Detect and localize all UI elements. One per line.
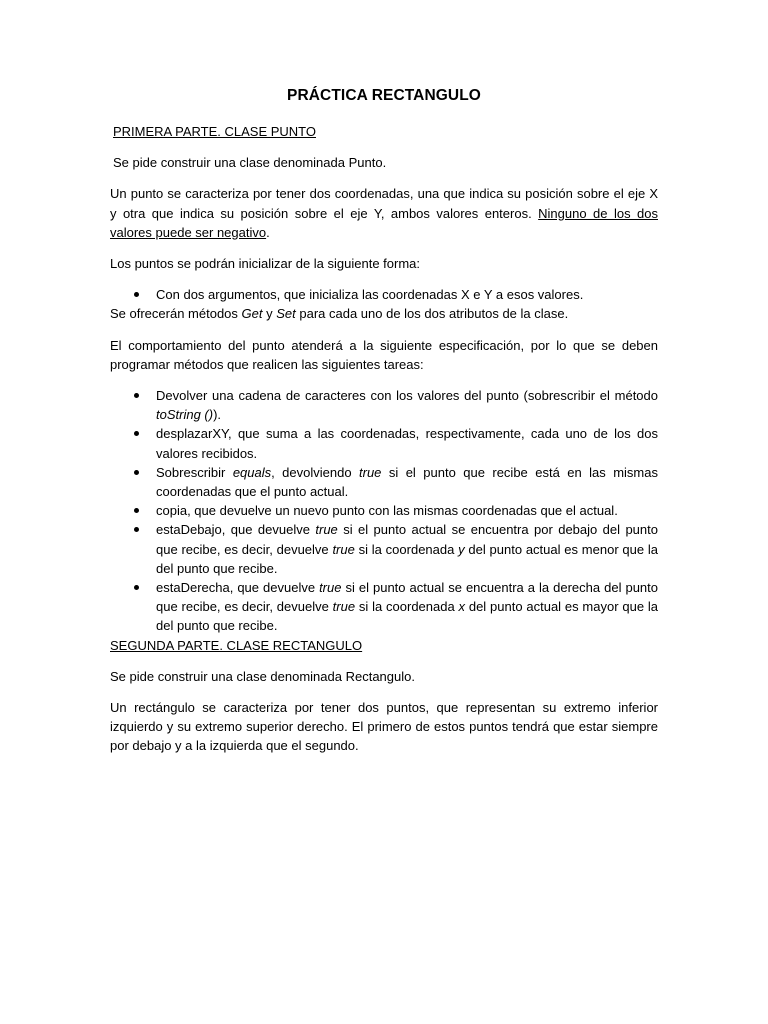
method-italic-text: true	[315, 522, 338, 538]
list-item	[110, 285, 658, 304]
method-italic-text: x	[458, 599, 466, 615]
characterize-end-text: .	[266, 224, 270, 240]
part1-getset-paragraph	[110, 304, 658, 323]
part1-intro: Se pide construir una clase denominada Punto.	[113, 155, 387, 171]
part2-heading	[110, 636, 658, 655]
characterize-underlined-text: Ninguno de los dos valores puede ser negativo	[110, 205, 658, 240]
getset-y-text: y	[262, 306, 277, 322]
bullet-icon	[134, 470, 139, 475]
method-italic-text: equals	[232, 464, 272, 480]
method-italic-text: toString ()	[156, 407, 214, 423]
method-text: copia, que devuelve un nuevo punto con las mismas coordenadas que el actual.	[156, 503, 618, 519]
method-italic-text: true	[319, 580, 342, 596]
bullet-icon	[134, 292, 139, 297]
getset-text: Se ofrecerán métodos	[110, 306, 242, 322]
part1-init-intro: Los puntos se podrán inicializar de la siguiente forma:	[110, 256, 421, 272]
method-text: Sobrescribir	[156, 464, 233, 480]
part1-behaviour-paragraph: El comportamiento del punto atenderá a la siguiente especificación, por lo que se deben programar métodos que realicen las siguientes tareas:	[110, 337, 658, 372]
method-text: estaDebajo, que devuelve	[156, 522, 316, 538]
bullet-icon	[134, 527, 139, 532]
list-item	[110, 501, 658, 520]
part1-heading	[110, 122, 658, 141]
method-italic-text: true	[332, 599, 356, 615]
document-title: PRÁCTICA RECTANGULO	[287, 87, 481, 104]
methods-bullet-list	[110, 386, 658, 636]
init-bullet-text: Con dos argumentos, que inicializa las coordenadas X e Y a esos valores.	[156, 287, 584, 303]
characterize-text: Un punto se caracteriza por tener dos coordenadas, una que indica su posición sobre el eje X y otra que indica su posición sobre el eje Y, ambos valores enteros.	[110, 186, 658, 221]
bullet-icon	[134, 393, 139, 398]
method-text: desplazarXY, que suma a las coordenadas, respectivamente, cada uno de los dos valores recibidos.	[156, 426, 658, 461]
method-text: del punto actual es mayor que la del punto que recibe.	[156, 599, 659, 634]
bullet-icon	[134, 508, 139, 513]
method-text: si el punto actual se encuentra por debajo del punto que recibe, es decir, devuelve	[156, 522, 658, 557]
method-text: si el punto que recibe está en las mismas coordenadas que el punto actual.	[156, 464, 658, 500]
method-text: ).	[213, 407, 222, 423]
getset-end-text: para cada uno de los dos atributos de la clase.	[295, 306, 569, 322]
part1-characterize-paragraph	[110, 184, 658, 242]
method-italic-text: y	[458, 541, 465, 557]
getset-get-text: Get	[241, 306, 263, 322]
getset-set-text: Set	[276, 306, 296, 322]
part1-heading-text: PRIMERA PARTE. CLASE PUNTO	[113, 124, 316, 139]
method-text: estaDerecha, que devuelve	[156, 580, 320, 596]
list-item	[110, 424, 658, 462]
list-item	[110, 386, 658, 424]
part2-heading-text: SEGUNDA PARTE. CLASE RECTANGULO	[110, 637, 363, 653]
method-italic-text: true	[332, 541, 355, 557]
method-text: si el punto actual se encuentra a la derecha del punto que recibe, es decir, devuelve	[156, 580, 658, 615]
method-text: Devolver una cadena de caracteres con los valores del punto (sobrescribir el método	[156, 388, 658, 404]
init-bullet-list	[110, 285, 658, 304]
list-item	[110, 578, 658, 636]
method-text: del punto actual es menor que la del punto que recibe.	[156, 541, 659, 576]
list-item	[110, 463, 658, 501]
list-item	[110, 520, 658, 578]
part2-intro: Se pide construir una clase denominada Rectangulo.	[110, 668, 415, 684]
bullet-icon	[134, 431, 139, 436]
method-text: si la coordenada	[355, 599, 459, 615]
method-italic-text: true	[359, 464, 382, 480]
method-text: , devolviendo	[271, 464, 360, 480]
bullet-icon	[134, 585, 139, 590]
method-text: si la coordenada	[354, 541, 459, 557]
part2-description: Un rectángulo se caracteriza por tener dos puntos, que representan su extremo inferior izquierdo y su extremo superior derecho. El primero de estos puntos tendrá que estar siempre por debajo y a la izquierda que el segundo.	[110, 700, 658, 754]
